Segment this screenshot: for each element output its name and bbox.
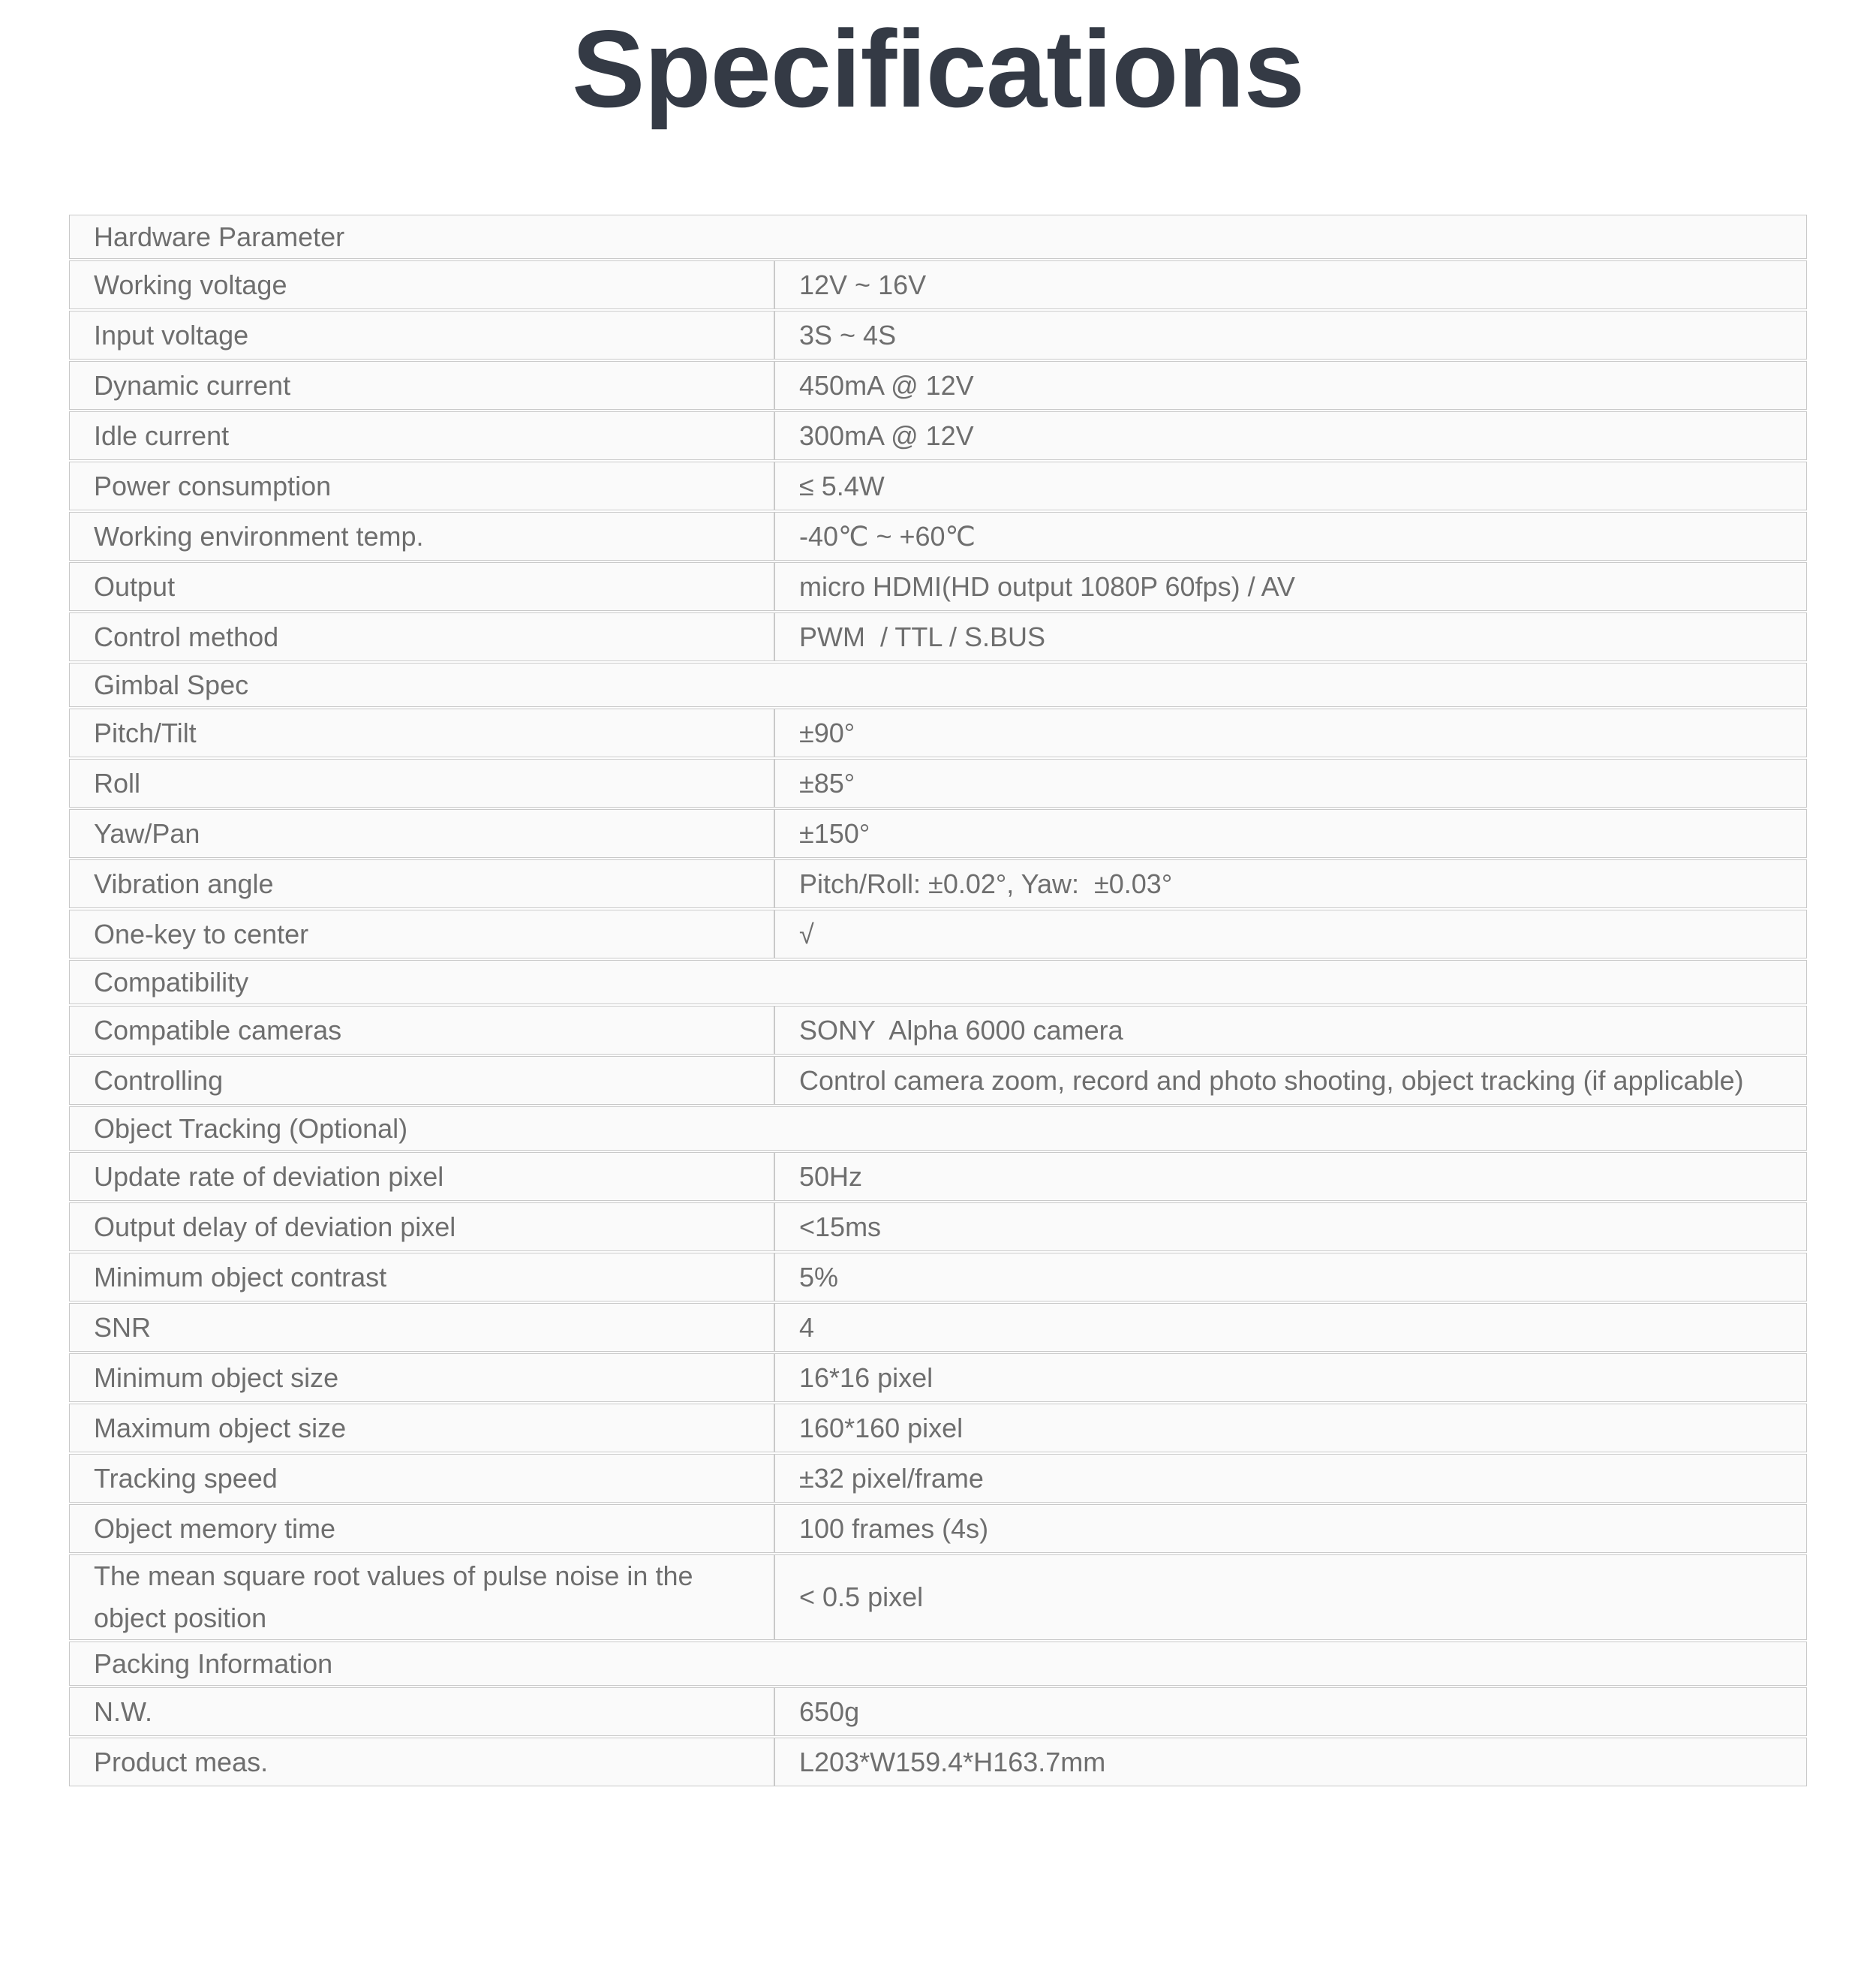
section-header: Gimbal Spec bbox=[69, 663, 1807, 707]
spec-row bbox=[69, 1504, 1807, 1553]
spec-value: 12V ~ 16V bbox=[774, 260, 1807, 309]
spec-label: Product meas. bbox=[69, 1738, 774, 1786]
spec-value: 160*160 pixel bbox=[774, 1404, 1807, 1452]
spec-value: -40℃ ~ +60℃ bbox=[774, 512, 1807, 561]
spec-label: SNR bbox=[69, 1303, 774, 1352]
spec-row bbox=[69, 1454, 1807, 1503]
spec-label: Output bbox=[69, 562, 774, 611]
section-header-row bbox=[69, 1106, 1807, 1151]
spec-row bbox=[69, 512, 1807, 561]
spec-table-body bbox=[69, 215, 1807, 1786]
spec-row bbox=[69, 260, 1807, 309]
spec-value: Control camera zoom, record and photo shooting, object tracking (if applicable) bbox=[774, 1056, 1807, 1105]
spec-value: 450mA @ 12V bbox=[774, 361, 1807, 410]
spec-value: 3S ~ 4S bbox=[774, 311, 1807, 360]
spec-row bbox=[69, 1303, 1807, 1352]
spec-label: Roll bbox=[69, 759, 774, 808]
spec-row bbox=[69, 1404, 1807, 1452]
spec-value: 300mA @ 12V bbox=[774, 411, 1807, 460]
spec-value: 650g bbox=[774, 1687, 1807, 1736]
spec-row bbox=[69, 759, 1807, 808]
spec-label: Dynamic current bbox=[69, 361, 774, 410]
spec-row bbox=[69, 1687, 1807, 1736]
spec-row bbox=[69, 1152, 1807, 1201]
spec-row bbox=[69, 1056, 1807, 1105]
spec-value: ±32 pixel/frame bbox=[774, 1454, 1807, 1503]
spec-value: ±90° bbox=[774, 709, 1807, 757]
section-header: Hardware Parameter bbox=[69, 215, 1807, 259]
spec-label: One-key to center bbox=[69, 910, 774, 958]
spec-value: < 0.5 pixel bbox=[774, 1554, 1807, 1640]
spec-label: Pitch/Tilt bbox=[69, 709, 774, 757]
spec-value: ±150° bbox=[774, 809, 1807, 858]
spec-value: 16*16 pixel bbox=[774, 1353, 1807, 1402]
spec-value: ≤ 5.4W bbox=[774, 462, 1807, 510]
section-header-row bbox=[69, 1642, 1807, 1686]
spec-label: Yaw/Pan bbox=[69, 809, 774, 858]
spec-value: √ bbox=[774, 910, 1807, 958]
spec-row bbox=[69, 562, 1807, 611]
spec-row bbox=[69, 1006, 1807, 1055]
spec-row bbox=[69, 1738, 1807, 1786]
spec-value: 5% bbox=[774, 1253, 1807, 1301]
spec-value: Pitch/Roll: ±0.02°, Yaw: ±0.03° bbox=[774, 859, 1807, 908]
spec-value: ±85° bbox=[774, 759, 1807, 808]
spec-label: Vibration angle bbox=[69, 859, 774, 908]
spec-label: Maximum object size bbox=[69, 1404, 774, 1452]
spec-row bbox=[69, 462, 1807, 510]
spec-label: Output delay of deviation pixel bbox=[69, 1202, 774, 1251]
spec-label: N.W. bbox=[69, 1687, 774, 1736]
spec-label: Working environment temp. bbox=[69, 512, 774, 561]
spec-label: Object memory time bbox=[69, 1504, 774, 1553]
spec-label: The mean square root values of pulse noise in the object position bbox=[69, 1554, 774, 1640]
spec-value: 4 bbox=[774, 1303, 1807, 1352]
spec-row bbox=[69, 311, 1807, 360]
spec-label: Compatible cameras bbox=[69, 1006, 774, 1055]
section-header-row bbox=[69, 663, 1807, 707]
spec-row bbox=[69, 709, 1807, 757]
spec-row bbox=[69, 859, 1807, 908]
spec-label: Tracking speed bbox=[69, 1454, 774, 1503]
spec-label: Idle current bbox=[69, 411, 774, 460]
spec-row bbox=[69, 809, 1807, 858]
spec-value: 100 frames (4s) bbox=[774, 1504, 1807, 1553]
spec-value: 50Hz bbox=[774, 1152, 1807, 1201]
spec-label: Input voltage bbox=[69, 311, 774, 360]
spec-row bbox=[69, 1554, 1807, 1640]
spec-row bbox=[69, 910, 1807, 958]
spec-value: <15ms bbox=[774, 1202, 1807, 1251]
spec-label: Minimum object size bbox=[69, 1353, 774, 1402]
specifications-table bbox=[69, 213, 1807, 1788]
spec-value: micro HDMI(HD output 1080P 60fps) / AV bbox=[774, 562, 1807, 611]
section-header-row bbox=[69, 960, 1807, 1004]
spec-row bbox=[69, 361, 1807, 410]
spec-label: Power consumption bbox=[69, 462, 774, 510]
spec-row bbox=[69, 1353, 1807, 1402]
spec-value: PWM / TTL / S.BUS bbox=[774, 612, 1807, 661]
spec-row bbox=[69, 612, 1807, 661]
spec-label: Minimum object contrast bbox=[69, 1253, 774, 1301]
spec-value: SONY Alpha 6000 camera bbox=[774, 1006, 1807, 1055]
spec-row bbox=[69, 1202, 1807, 1251]
section-header: Object Tracking (Optional) bbox=[69, 1106, 1807, 1151]
spec-label: Control method bbox=[69, 612, 774, 661]
spec-value: L203*W159.4*H163.7mm bbox=[774, 1738, 1807, 1786]
section-header-row bbox=[69, 215, 1807, 259]
section-header: Compatibility bbox=[69, 960, 1807, 1004]
section-header: Packing Information bbox=[69, 1642, 1807, 1686]
page-title: Specifications bbox=[572, 8, 1304, 130]
spec-row bbox=[69, 1253, 1807, 1301]
spec-label: Working voltage bbox=[69, 260, 774, 309]
spec-label: Update rate of deviation pixel bbox=[69, 1152, 774, 1201]
spec-label: Controlling bbox=[69, 1056, 774, 1105]
spec-row bbox=[69, 411, 1807, 460]
